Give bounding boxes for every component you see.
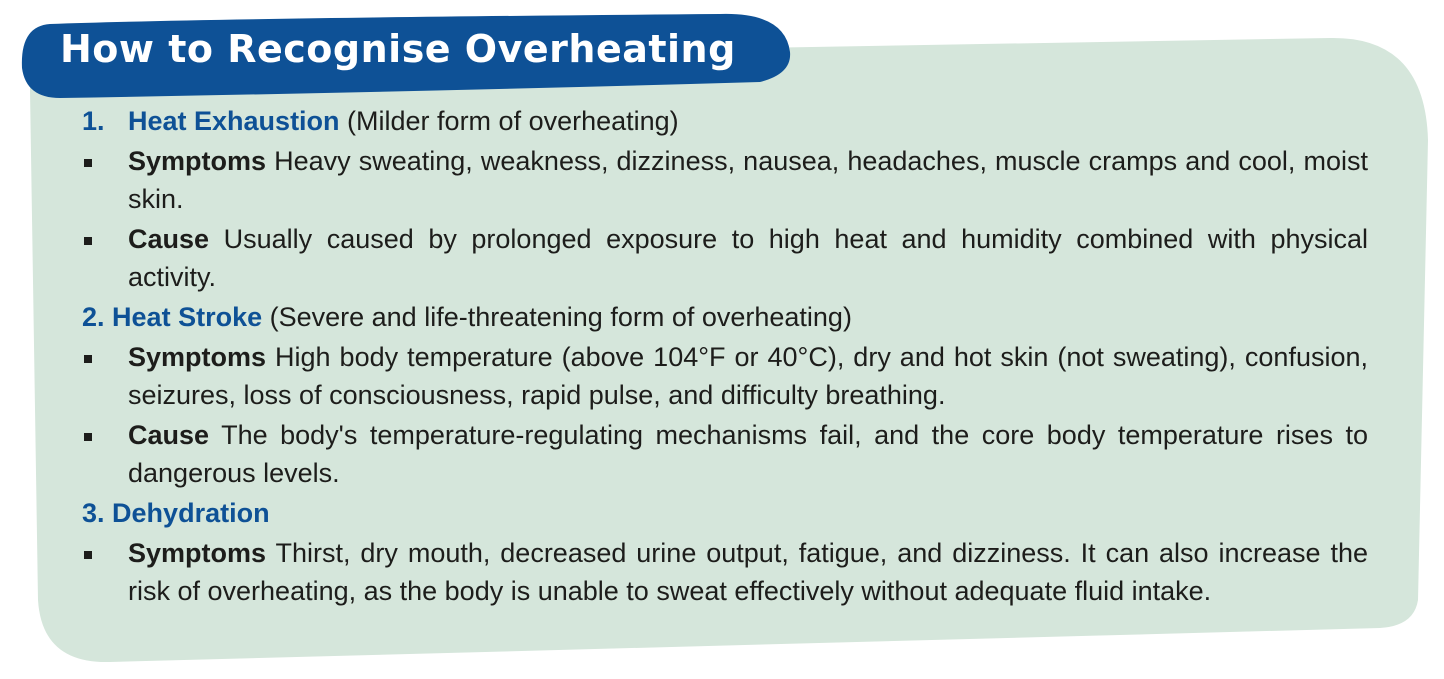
section-name: Dehydration [112,498,270,528]
section-number: 2. [82,302,105,332]
list-item [82,534,1368,610]
bullet-square-icon [84,433,92,441]
list-item [82,142,1368,218]
section-heading [82,298,1368,336]
bullet-square-icon [84,159,92,167]
bullet-square-icon [84,551,92,559]
item-label: Cause [128,224,210,254]
list-item [82,220,1368,296]
section-heat-exhaustion [82,102,1368,296]
bullet-square-icon [84,355,92,363]
item-text: The body's temperature-regulating mechanisms fail, and the core body temperature rises to dangerous levels. [128,420,1368,488]
content-list [82,102,1368,612]
section-number: 1. [82,106,105,136]
section-number: 3. [82,498,105,528]
page-title: How to Recognise Overheating [60,27,736,71]
section-heading [82,102,1368,140]
list-item [82,338,1368,414]
section-heat-stroke [82,298,1368,492]
item-text: Thirst, dry mouth, decreased urine output, fatigue, and dizziness. It can also increase the risk of overheating, as the body is unable to sweat effectively without adequate fluid intake. [128,538,1368,606]
item-text: Usually caused by prolonged exposure to high heat and humidity combined with physical activity. [128,224,1368,292]
item-text: Heavy sweating, weakness, dizziness, nausea, headaches, muscle cramps and cool, moist skin. [128,146,1368,214]
section-note: (Milder form of overheating) [339,106,679,136]
section-note: (Severe and life-threatening form of overheating) [262,302,852,332]
item-label: Symptoms [128,538,267,568]
item-text: High body temperature (above 104°F or 40°C), dry and hot skin (not sweating), confusion, seizures, loss of consciousness, rapid pulse, and difficulty breathing. [128,342,1368,410]
item-label: Symptoms [128,342,267,372]
bullet-square-icon [84,237,92,245]
section-dehydration [82,494,1368,610]
section-name: Heat Stroke [112,302,263,332]
item-label: Cause [128,420,210,450]
item-label: Symptoms [128,146,267,176]
list-item [82,416,1368,492]
section-name: Heat Exhaustion [128,106,340,136]
section-heading [82,494,1368,532]
